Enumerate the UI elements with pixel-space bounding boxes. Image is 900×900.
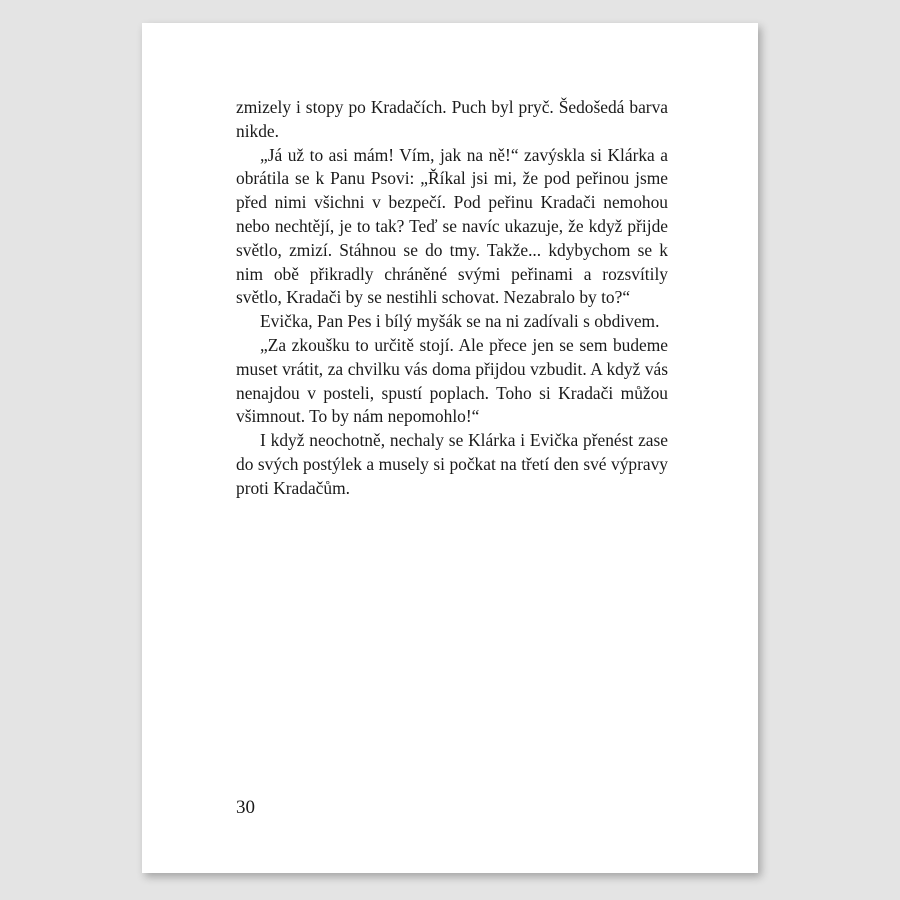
book-page bbox=[142, 23, 758, 873]
paragraph: I když neochotně, nechaly se Klárka i Evička přenést zase do svých postýlek a musely si počkat na třetí den své výpravy proti Kradačům. bbox=[236, 430, 668, 498]
paragraph: Evička, Pan Pes i bílý myšák se na ni zadívali s obdivem. bbox=[260, 311, 660, 332]
body-text bbox=[236, 96, 668, 501]
paragraph: zmizely i stopy po Kradačích. Puch byl pryč. Šedošedá barva nikde. bbox=[236, 97, 668, 141]
page-number: 30 bbox=[236, 797, 255, 818]
paragraph: „Za zkoušku to určitě stojí. Ale přece jen se sem budeme muset vrátit, za chvilku vás doma přijdou vzbudit. A když vás nenajdou v posteli, spustí poplach. Toho si Kradači můžou všimnout. To by nám nepomohlo!“ bbox=[236, 334, 668, 427]
paragraph: „Já už to asi mám! Vím, jak na ně!“ zavýskla si Klárka a obrátila se k Panu Psovi: „Říkal jsi mi, že pod peřinou jsme před nimi všichni v bezpečí. Pod peřinu Kradači nemohou nebo nechtějí, je to tak? Teď se navíc ukazuje, že když přijde světlo, zmizí. Stáhnou se do tmy. Takže... kdybychom se k nim obě přikradly chráněné svými peřinami a rozsvítily světlo, Kradači by se nestihli schovat. Nezabralo by to?“ bbox=[236, 144, 668, 308]
